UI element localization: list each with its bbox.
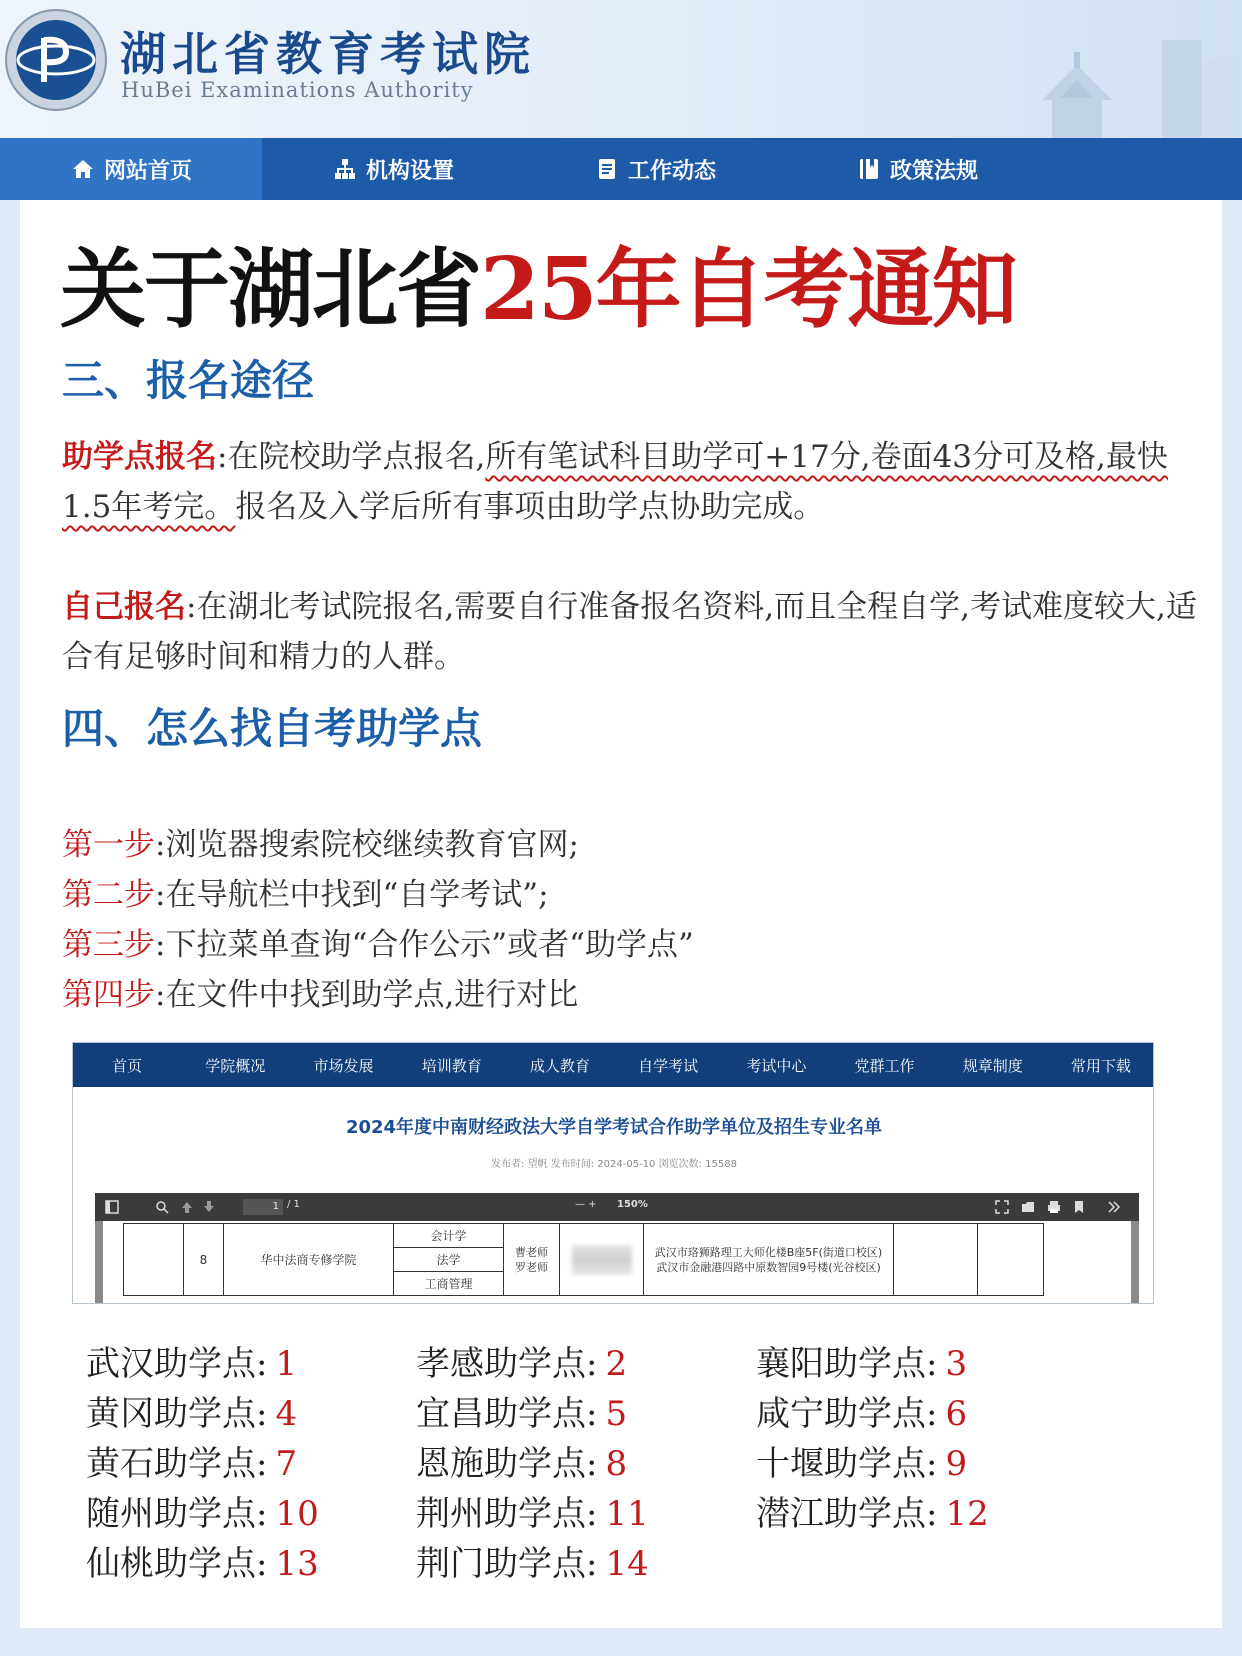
screenshot-nav-item[interactable]: 考试中心: [746, 1056, 807, 1075]
step-label: 第四步: [62, 977, 155, 1013]
step-item: [62, 820, 694, 870]
paragraph-text: :在湖北考试院报名,需要自行准备报名资料,而且全程自学,考试难度较大,适合有足够时间和精力的人群。: [62, 589, 1197, 675]
hbea-logo-icon: [4, 8, 108, 112]
step-label: 第一步: [62, 827, 155, 863]
assisted-registration-label: 助学点报名: [62, 439, 217, 475]
location-number: 4: [275, 1394, 298, 1434]
page-title: [60, 220, 1016, 344]
steps-list: [62, 820, 694, 1020]
step-text: :下拉菜单查询“合作公示”或者“助学点”: [155, 927, 694, 963]
table-cell-phone-blurred: [560, 1224, 644, 1296]
section-heading-registration: 三、报名途径: [62, 356, 315, 405]
org-chart-icon: [332, 156, 358, 182]
embedded-website-screenshot: [72, 1042, 1154, 1304]
location-item: [86, 1486, 319, 1535]
pdf-page-input[interactable]: 1: [243, 1199, 283, 1215]
location-name: 荆门助学点:: [416, 1544, 598, 1584]
screenshot-article-title: 2024年度中南财经政法大学自学考试合作助学单位及招生专业名单: [345, 1117, 883, 1138]
step-text: :在文件中找到助学点,进行对比: [155, 977, 579, 1013]
location-number: 8: [605, 1444, 628, 1484]
location-name: 襄阳助学点:: [756, 1344, 938, 1384]
location-name: 孝感助学点:: [416, 1344, 598, 1384]
location-name: 咸宁助学点:: [756, 1394, 938, 1434]
location-name: 十堰助学点:: [756, 1444, 938, 1484]
nav-organization[interactable]: [262, 138, 524, 200]
section-heading-find: 四、怎么找自考助学点: [62, 704, 483, 753]
paragraph-assisted-registration: [62, 432, 1202, 532]
step-label: 第三步: [62, 927, 155, 963]
location-item: [416, 1436, 627, 1485]
location-number: 1: [275, 1344, 298, 1384]
table-cell-address: 武汉市珞狮路理工大师化楼B座5F(街道口校区)武汉市金融港四路中原数智园9号楼(光谷校区): [644, 1224, 894, 1296]
paragraph-text: :在院校助学点报名,: [217, 439, 486, 475]
screenshot-nav-item[interactable]: 学院概况: [205, 1056, 266, 1075]
book-icon: [856, 156, 882, 182]
location-number: 2: [605, 1344, 628, 1384]
table-cell-blank: [978, 1224, 1044, 1296]
table-cell-contacts: 曹老师 罗老师: [504, 1224, 560, 1296]
pdf-table: [123, 1223, 1044, 1296]
nav-home[interactable]: [0, 138, 262, 200]
bookmark-icon[interactable]: [1073, 1200, 1085, 1214]
screenshot-nav-item[interactable]: 常用下载: [1070, 1056, 1131, 1075]
screenshot-nav-item[interactable]: 培训教育: [421, 1056, 482, 1075]
nav-label: 机构设置: [365, 158, 454, 184]
location-number: 7: [275, 1444, 298, 1484]
location-item: [756, 1386, 967, 1435]
location-name: 武汉助学点:: [86, 1344, 268, 1384]
location-name: 随州助学点:: [86, 1494, 268, 1534]
screenshot-article-meta: 发布者: 望帆 发布时间: 2024-05-10 浏览次数: 15588: [491, 1159, 737, 1170]
arrow-down-icon[interactable]: [203, 1200, 215, 1214]
step-item: [62, 920, 694, 970]
table-cell-blank: [124, 1224, 184, 1296]
site-english-name: HuBei Examinations Authority: [121, 78, 474, 102]
step-text: :浏览器搜索院校继续教育官网;: [155, 827, 579, 863]
arrow-up-icon[interactable]: [181, 1200, 193, 1214]
table-cell-major: 工商管理: [394, 1272, 504, 1296]
location-item: [416, 1536, 649, 1585]
pdf-zoom-controls[interactable]: — +: [575, 1199, 597, 1210]
pdf-page-total: / 1: [287, 1199, 300, 1210]
nav-label: 工作动态: [627, 158, 716, 184]
screenshot-nav-item[interactable]: 自学考试: [638, 1056, 699, 1075]
nav-policy[interactable]: [786, 138, 1048, 200]
screenshot-nav-item[interactable]: 成人教育: [529, 1056, 590, 1075]
paragraph-text: 报名及入学后所有事项由助学点协助完成。: [235, 489, 825, 525]
location-item: [756, 1486, 989, 1535]
step-label: 第二步: [62, 877, 155, 913]
location-item: [86, 1386, 297, 1435]
location-name: 黄冈助学点:: [86, 1394, 268, 1434]
document-icon: [594, 156, 620, 182]
table-cell-blank: [894, 1224, 978, 1296]
location-item: [86, 1536, 319, 1585]
title-red: 25年自考通知: [480, 239, 1016, 340]
location-number: 5: [605, 1394, 628, 1434]
location-name: 仙桃助学点:: [86, 1544, 268, 1584]
location-item: [756, 1436, 967, 1485]
table-row: [124, 1224, 1044, 1248]
step-text: :在导航栏中找到“自学考试”;: [155, 877, 549, 913]
location-number: 9: [945, 1444, 968, 1484]
paragraph-self-registration: [62, 582, 1202, 682]
title-black: 关于湖北省: [60, 239, 480, 340]
location-item: [416, 1336, 627, 1385]
screenshot-nav-item[interactable]: 首页: [112, 1056, 143, 1075]
location-name: 荆州助学点:: [416, 1494, 598, 1534]
table-cell-number: 8: [184, 1224, 224, 1296]
location-item: [756, 1336, 967, 1385]
location-number: 3: [945, 1344, 968, 1384]
table-cell-major: 法学: [394, 1248, 504, 1272]
more-tools-icon[interactable]: [1107, 1200, 1121, 1214]
location-name: 潜江助学点:: [756, 1494, 938, 1534]
location-number: 12: [945, 1494, 989, 1534]
location-item: [86, 1336, 297, 1385]
site-header: [0, 0, 1242, 138]
skyline-decoration-icon: [942, 10, 1242, 138]
step-item: [62, 870, 694, 920]
print-icon[interactable]: [1047, 1200, 1061, 1214]
search-icon[interactable]: [155, 1200, 169, 1214]
home-icon: [70, 156, 96, 182]
location-item: [416, 1486, 649, 1535]
location-number: 11: [605, 1494, 649, 1534]
sidebar-toggle-icon[interactable]: [105, 1200, 119, 1214]
location-number: 10: [275, 1494, 319, 1534]
nav-news[interactable]: [524, 138, 786, 200]
nav-label: 网站首页: [103, 158, 192, 184]
screenshot-nav-item[interactable]: 市场发展: [313, 1056, 374, 1075]
table-cell-major: 会计学: [394, 1224, 504, 1248]
screenshot-nav: [73, 1043, 1154, 1087]
pdf-page: [95, 1221, 1139, 1304]
pdf-toolbar: [95, 1193, 1139, 1221]
main-nav: [0, 138, 1242, 200]
location-name: 黄石助学点:: [86, 1444, 268, 1484]
location-number: 13: [275, 1544, 319, 1584]
location-name: 恩施助学点:: [416, 1444, 598, 1484]
location-item: [416, 1386, 627, 1435]
location-item: [86, 1436, 297, 1485]
location-name: 宜昌助学点:: [416, 1394, 598, 1434]
nav-label: 政策法规: [889, 158, 978, 184]
location-number: 6: [945, 1394, 968, 1434]
step-item: [62, 970, 694, 1020]
fullscreen-icon[interactable]: [995, 1200, 1009, 1214]
site-name: 湖北省教育考试院: [120, 27, 536, 81]
screenshot-nav-item[interactable]: 规章制度: [962, 1056, 1023, 1075]
highlighted-text: 所有笔试科目助学可+17分,卷面43分可及格,最快1.5年考完。: [62, 439, 1168, 525]
screenshot-nav-item[interactable]: 党群工作: [854, 1056, 915, 1075]
open-file-icon[interactable]: [1021, 1200, 1035, 1214]
self-registration-label: 自己报名: [62, 589, 186, 625]
table-cell-school: 华中法商专修学院: [224, 1224, 394, 1296]
location-number: 14: [605, 1544, 649, 1584]
pdf-zoom-select[interactable]: 150%: [617, 1199, 648, 1210]
content-card: [20, 200, 1222, 1628]
